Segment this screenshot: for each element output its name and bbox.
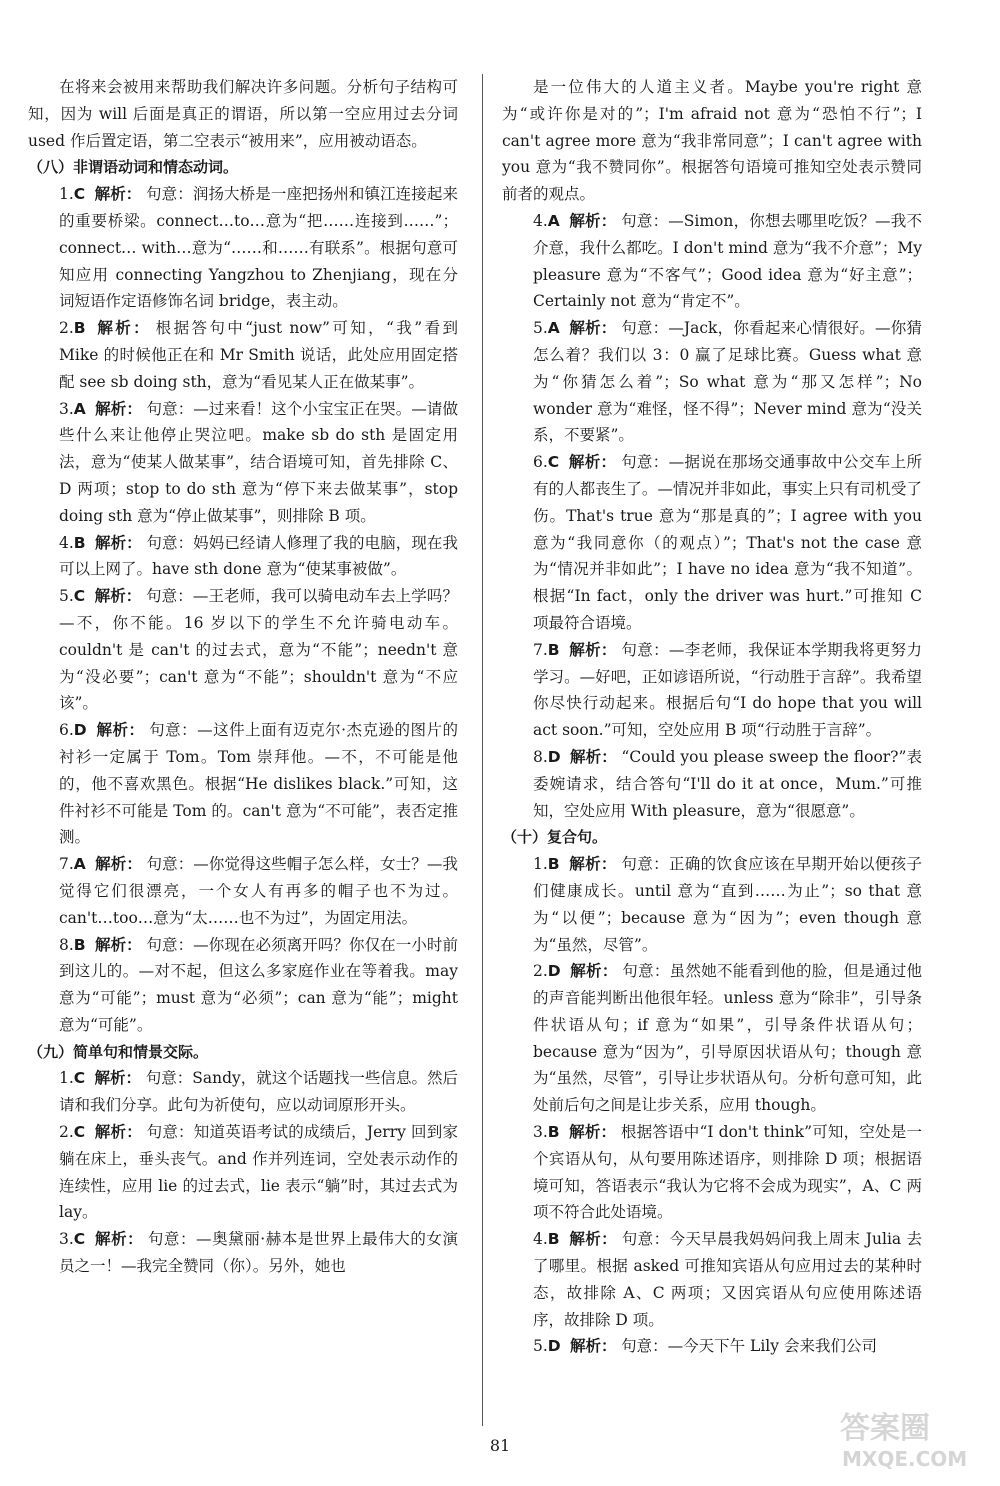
item-number: 8. [59, 935, 74, 954]
analysis-label: 解析： [94, 533, 142, 552]
answer-item [59, 851, 458, 931]
left-intro-paragraph: 在将来会被用来帮助我们解决许多问题。分析句子结构可知，因为 will 后面是真正的谓语，所以第一空应用过去分词 used 作后置定语，第二空表示“被用来”，应用被动语态。 [28, 78, 458, 150]
item-number: 3. [59, 1230, 74, 1249]
answer-item [59, 1226, 458, 1280]
analysis-text: 句意：Sandy，就这个话题找一些信息。然后请和我们分享。此句为祈使句，应以动词原形开头。 [59, 1069, 458, 1115]
answer-item [533, 958, 922, 1119]
item-number: 5. [533, 1337, 548, 1356]
analysis-text: 句意：正确的饮食应该在早期开始以便孩子们健康成长。until 意为“直到……为止”；so that 意为“以便”；because 意为“因为”；even though 意为“虽然，尽管”。 [533, 855, 922, 954]
answer-key: B [547, 1123, 560, 1142]
answer-key: A [547, 211, 560, 230]
answer-key: B [73, 533, 86, 552]
answer-item [59, 717, 458, 851]
analysis-text: 句意：今天早晨我妈妈问我上周末 Julia 去了哪里。根据 asked 可推知宾语从句应用过去的某种时态，故排除 A、C 两项；又因宾语从句应使用陈述语序，故排除 D 项。 [533, 1230, 922, 1329]
analysis-label: 解析： [568, 1230, 618, 1249]
answer-item [59, 1065, 458, 1119]
answer-item [59, 583, 458, 717]
answer-key: A [547, 319, 560, 338]
analysis-label: 解析： [569, 962, 618, 981]
answer-key: C [73, 1230, 86, 1249]
section-heading-8: （八）非谓语动词和情态动词。 [28, 158, 239, 177]
analysis-text: 句意：—今天下午 Lily 会来我们公司 [621, 1337, 877, 1356]
analysis-text: 句意：—你现在必须离开吗？你仅在一小时前到这儿的。—对不起，但这么多家庭作业在等着我。may 意为“可能”；must 意为“必须”；can 意为“能”；might 意为“可能”。 [59, 935, 458, 1034]
answer-item [533, 1226, 922, 1333]
analysis-text: 句意：—王老师，我可以骑电动车去上学吗？—不，你不能。16 岁以下的学生不允许骑电动车。couldn't 是 can't 的过去式，意为“不能”；needn't 意为“没必要”；can't 意为“不能”；shouldn't 意为“不应该”。 [59, 587, 458, 713]
answer-item [533, 1119, 922, 1226]
item-number: 2. [59, 319, 74, 338]
answer-item [59, 396, 458, 530]
analysis-text: 句意：虽然她不能看到他的脸，但是通过他的声音能判断出他很年轻。unless 意为“除非”，引导条件状语从句；if 意为“如果”，引导条件状语从句；because 意为“因为”，引导原因状语从句；though 意为“虽然，尽管”，引导让步状语从句。分析句意可知，此处前后句之间是让步关系，应用 though。 [533, 962, 922, 1115]
item-number: 1. [59, 1069, 74, 1088]
analysis-label: 解析： [94, 1230, 144, 1249]
item-number: 2. [59, 1123, 74, 1142]
answer-item [533, 1333, 922, 1360]
answer-item [59, 1119, 458, 1226]
analysis-label: 解析： [568, 453, 617, 472]
analysis-label: 解析： [568, 855, 617, 874]
answer-item [533, 208, 922, 315]
answer-item [533, 744, 922, 824]
section-heading-10: （十）复合句。 [502, 828, 608, 847]
analysis-text: 句意：—Jack，你看起来心情很好。—你猜怎么着？我们以 3：0 赢了足球比赛。Guess what 意为“你猜怎么着”；So what 意为“那又怎样”；No wonder 意为“难怪，怪不得”；Never mind 意为“没关系，不要紧”。 [533, 319, 922, 445]
answer-item [533, 449, 922, 637]
analysis-text: 句意：—过来看！这个小宝宝正在哭。—请做些什么来让他停止哭泣吧。make sb do sth 是固定用法，意为“使某人做某事”，结合语境可知，首先排除 C、D 两项；stop to do sth 意为“停下来去做某事”，stop doing sth 意为“停止做某事”，则排除 B 项。 [59, 399, 459, 525]
page-number: 81 [489, 1436, 511, 1455]
answer-key: B [547, 1230, 560, 1249]
column-divider [482, 74, 483, 1426]
answer-key: B [73, 935, 86, 954]
analysis-label: 解析： [94, 587, 142, 606]
left-column [28, 74, 458, 1280]
answer-key: B [547, 640, 560, 659]
analysis-text: “Could you please sweep the floor?”表委婉请求，结合答句“I'll do it at once，Mum.”可推知，空处应用 With pleasure，意为“很愿意”。 [533, 747, 922, 820]
answer-item [59, 181, 458, 315]
analysis-text: 根据答句中“just now”可知，“我”看到 Mike 的时候他正在和 Mr Smith 说话，此处应用固定搭配 see sb doing sth，意为“看见某人正在做某事”。 [59, 319, 458, 391]
answer-item [59, 315, 458, 395]
answer-key: D [73, 721, 87, 740]
item-number: 3. [59, 399, 74, 418]
item-number: 4. [533, 1230, 548, 1249]
analysis-text: 句意：—你觉得这些帽子怎么样，女士？—我觉得它们很漂亮，一个女人有再多的帽子也不为过。can't…too…意为“太……也不为过”，为固定用法。 [59, 855, 458, 927]
right-intro-paragraph: 是一位伟大的人道主义者。Maybe you're right 意为“或许你是对的”；I'm afraid not 意为“恐怕不行”；I can't agree more 意为“我非常同意”；I can't agree with you 意为“我不赞同你”。根据答句语境可推知空处表示赞同前者的观点。 [502, 78, 922, 204]
analysis-label: 解析： [94, 1069, 142, 1088]
analysis-label: 解析： [95, 721, 145, 740]
analysis-label: 解析： [94, 185, 142, 204]
analysis-text: 句意：—Simon，你想去哪里吃饭？—我不介意，我什么都吃。I don't mind 意为“我不介意”；My pleasure 意为“不客气”；Good idea 意为“好主意”；Certainly not 意为“肯定不”。 [533, 211, 922, 311]
answer-key: B [547, 855, 560, 874]
answer-key: D [547, 962, 561, 981]
item-number: 7. [533, 640, 548, 659]
analysis-text: 句意：—据说在那场交通事故中公交车上所有的人都丧生了。—情况并非如此，事实上只有司机受了伤。That's true 意为“那是真的”；I agree with you 意为“我同意你（的观点）”；That's not the case 意为“情况并非如此”；I have no idea 意为“我不知道”。根据“In fact，only the driver was hurt.”可推知 C 项最符合语境。 [533, 453, 922, 632]
watermark-logo [830, 1404, 980, 1474]
section-heading-9: （九）简单句和情景交际。 [28, 1042, 209, 1061]
item-number: 5. [533, 319, 548, 338]
answer-item [533, 851, 922, 958]
item-number: 4. [59, 533, 74, 552]
analysis-label: 解析： [95, 399, 142, 418]
item-number: 8. [533, 747, 548, 766]
item-number: 3. [533, 1123, 548, 1142]
answer-item [59, 530, 458, 584]
item-number: 1. [533, 855, 548, 874]
section-8-items [28, 181, 458, 1039]
answer-key: C [73, 185, 86, 204]
analysis-text: 根据答语中“I don't think”可知，空处是一个宾语从句，从句要用陈述语序，则排除 D 项；根据语境可知，答语表示“我认为它将不会成为现实”，A、C 两项不符合此处语境。 [533, 1123, 922, 1222]
analysis-label: 解析： [569, 319, 617, 338]
item-number: 1. [59, 185, 74, 204]
answer-key: D [547, 747, 561, 766]
analysis-label: 解析： [95, 855, 142, 874]
right-column [502, 74, 922, 1360]
answer-key: B [73, 319, 86, 338]
analysis-label: 解析： [569, 1337, 617, 1356]
watermark-text-top: 答案圈 [840, 1411, 930, 1446]
analysis-label: 解析： [94, 319, 152, 338]
analysis-label: 解析： [94, 935, 142, 954]
answer-item [533, 637, 922, 744]
item-number: 4. [533, 211, 548, 230]
item-number: 7. [59, 855, 74, 874]
item-number: 6. [59, 721, 74, 740]
answer-item [59, 932, 458, 1039]
section-9-continued-items [502, 208, 922, 824]
watermark-text-bottom: MXQE.COM [842, 1447, 968, 1471]
analysis-text: 句意：润扬大桥是一座把扬州和镇江连接起来的重要桥梁。connect…to…意为“把……连接到……”；connect… with…意为“……和……有联系”。根据句意可知应用 connecting Yangzhou to Zhenjiang，现在分词短语作定语修饰名词 bridge，表主动。 [59, 185, 458, 311]
item-number: 5. [59, 587, 74, 606]
analysis-label: 解析： [568, 640, 617, 659]
analysis-text: 句意：—这件上面有迈克尔·杰克逊的图片的衬衫一定属于 Tom。Tom 崇拜他。—不，不可能是他的，他不喜欢黑色。根据“He dislikes black.”可知，这件衬衫不可能是 Tom 的。can't 意为“不可能”，表否定推测。 [59, 721, 458, 847]
analysis-label: 解析： [568, 1123, 617, 1142]
analysis-text: 句意：知道英语考试的成绩后，Jerry 回到家躺在床上，垂头丧气。and 作并列连词，空处表示动作的连续性，应用 lie 的过去式，lie 表示“躺”时，其过去式为 lay。 [59, 1123, 458, 1222]
answer-key: D [547, 1337, 561, 1356]
analysis-label: 解析： [569, 211, 617, 230]
analysis-label: 解析： [569, 747, 617, 766]
answer-item [533, 315, 922, 449]
answer-key: C [73, 587, 86, 606]
section-10-items [502, 851, 922, 1360]
answer-key: C [547, 453, 560, 472]
section-9-items [28, 1065, 458, 1279]
analysis-text: 句意：妈妈已经请人修理了我的电脑，现在我可以上网了。have sth done 意为“使某事被做”。 [59, 533, 458, 579]
answer-key: A [73, 399, 86, 418]
analysis-label: 解析： [94, 1123, 142, 1142]
analysis-text: 句意：—李老师，我保证本学期我将更努力学习。—好吧，正如谚语所说，“行动胜于言辞”。我希望你尽快行动起来。根据后句“I do hope that you will act soon.”可知，空处应用 B 项“行动胜于言辞”。 [533, 640, 922, 740]
item-number: 6. [533, 453, 548, 472]
analysis-text: 句意：—奥黛丽·赫本是世界上最伟大的女演员之一！—我完全赞同（你）。另外，她也 [59, 1230, 458, 1276]
item-number: 2. [533, 962, 548, 981]
answer-key: C [73, 1123, 86, 1142]
answer-key: A [73, 855, 86, 874]
answer-key: C [73, 1069, 86, 1088]
